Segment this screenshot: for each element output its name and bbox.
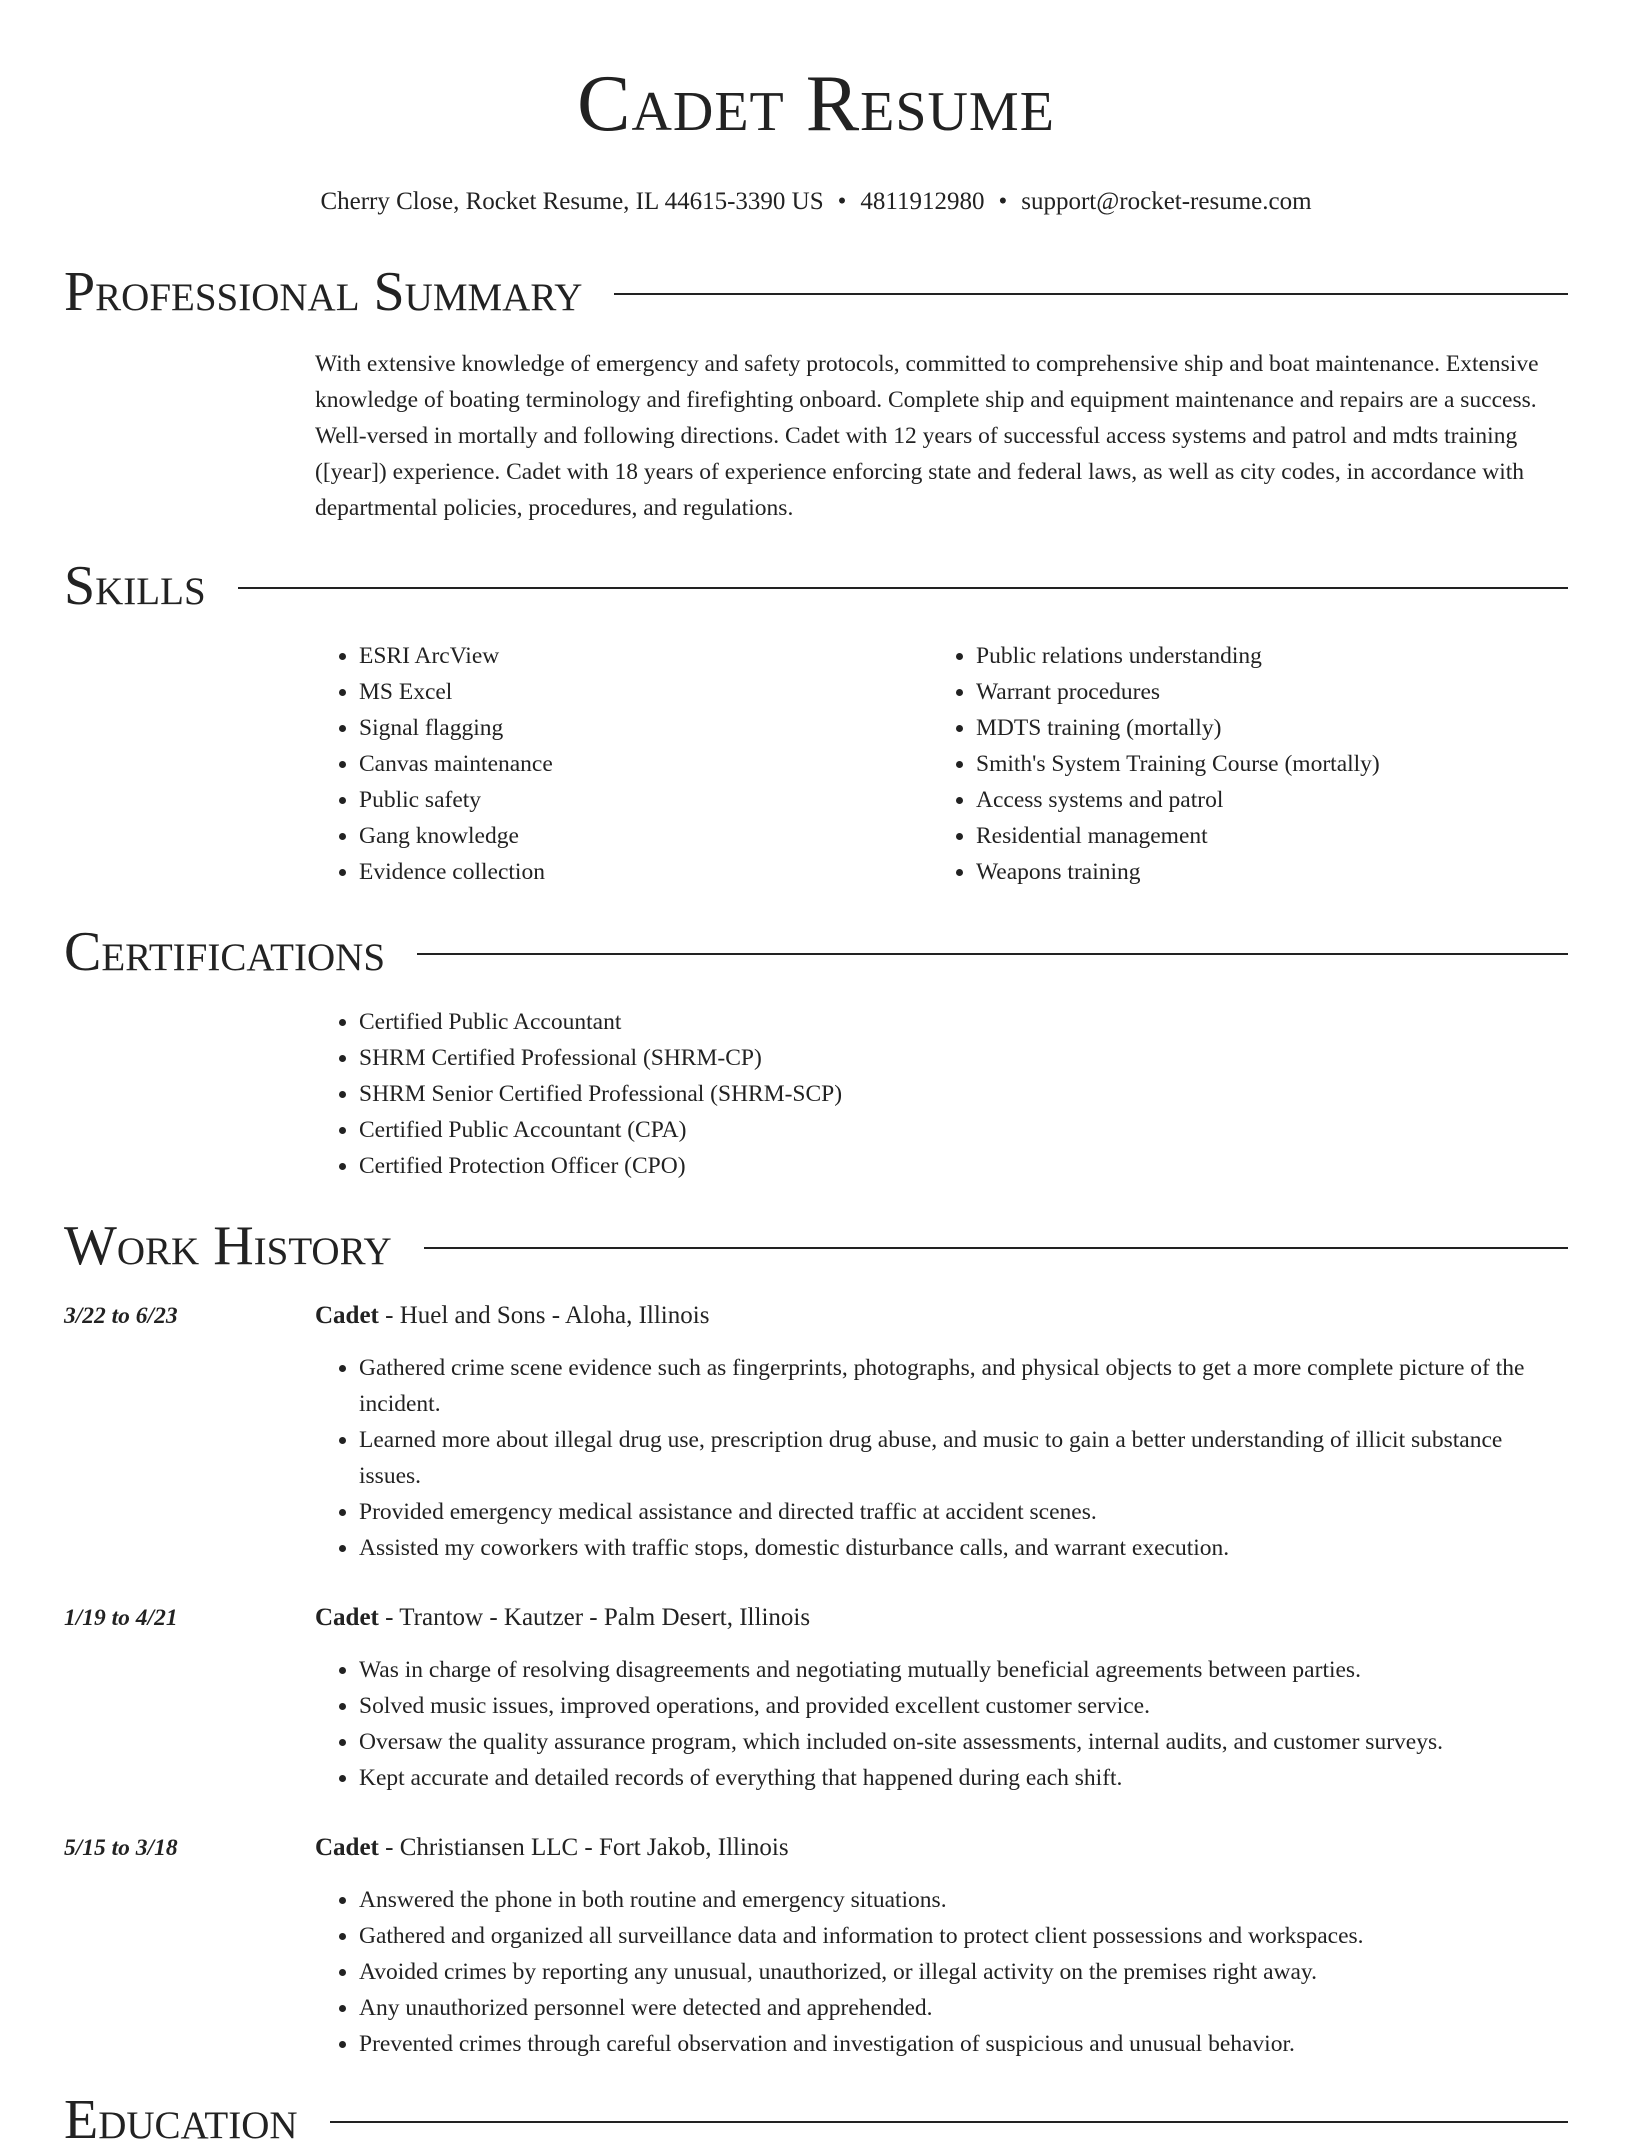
skill-item: • Signal flagging: [359, 710, 932, 746]
job-entry: [64, 1298, 1568, 1566]
resume-title: Cadet Resume: [577, 60, 1055, 148]
job-bullet: • Assisted my coworkers with traffic stops, domestic disturbance calls, and warrant execution.: [359, 1530, 1568, 1566]
education-section-title: Education: [64, 2089, 298, 2151]
job-bullet: • Oversaw the quality assurance program, which included on-site assessments, internal audits, and customer surveys.: [359, 1724, 1568, 1760]
job-bullet: • Learned more about illegal drug use, prescription drug abuse, and music to gain a better understanding of illicit substance issues.: [359, 1422, 1568, 1494]
job-dates: 1/19 to 4/21: [64, 1605, 178, 1631]
skills-column-left: [315, 638, 932, 890]
section-divider: [417, 953, 1568, 955]
job-employer: - Trantow - Kautzer - Palm Desert, Illinois: [378, 1604, 811, 1631]
job-entry: [64, 1600, 1568, 1796]
job-role: Cadet: [315, 1604, 379, 1631]
job-bullet: • Any unauthorized personnel were detected and apprehended.: [359, 1990, 1568, 2026]
job-bullet: • Solved music issues, improved operations, and provided excellent customer service.: [359, 1688, 1568, 1724]
contact-address: Cherry Close, Rocket Resume, IL 44615-3390 US: [320, 188, 824, 215]
job-employer: - Huel and Sons - Aloha, Illinois: [378, 1302, 710, 1329]
skill-item: • MDTS training (mortally): [976, 710, 1549, 746]
skills-section-title: Skills: [64, 555, 206, 617]
job-role: Cadet: [315, 1302, 379, 1329]
certifications-list: [315, 1004, 1568, 1184]
section-divider: [238, 587, 1568, 589]
work-section-header: [64, 1214, 1568, 1278]
skill-item: • Gang knowledge: [359, 818, 932, 854]
job-bullet: • Provided emergency medical assistance and directed traffic at accident scenes.: [359, 1494, 1568, 1530]
job-employer: - Christiansen LLC - Fort Jakob, Illinois: [378, 1834, 789, 1861]
section-divider: [424, 1247, 1568, 1249]
summary-section-header: [64, 260, 1568, 324]
skill-item: • Access systems and patrol: [976, 782, 1549, 818]
job-title-line: [315, 1600, 1568, 1636]
job-dates: 3/22 to 6/23: [64, 1303, 178, 1329]
job-bullet: • Gathered and organized all surveillance data and information to protect client possessions and workspaces.: [359, 1918, 1568, 1954]
job-dates: 5/15 to 3/18: [64, 1835, 178, 1861]
job-title-line: [315, 1298, 1568, 1334]
certification-item: • Certified Public Accountant (CPA): [359, 1112, 1568, 1148]
skill-item: • Evidence collection: [359, 854, 932, 890]
resume-page: [64, 0, 1568, 2152]
job-bullet: • Was in charge of resolving disagreements and negotiating mutually beneficial agreements between parties.: [359, 1652, 1568, 1688]
skills-column-right: [932, 638, 1549, 890]
contact-line: [64, 186, 1568, 218]
contact-separator: •: [837, 188, 847, 215]
job-bullet: • Kept accurate and detailed records of everything that happened during each shift.: [359, 1760, 1568, 1796]
skills-section-header: [64, 554, 1568, 618]
job-bullet: • Gathered crime scene evidence such as fingerprints, photographs, and physical objects to get a more complete picture of the incident.: [359, 1350, 1568, 1422]
skill-item: • Public safety: [359, 782, 932, 818]
summary-section-title: Professional Summary: [64, 261, 583, 323]
skill-item: • ESRI ArcView: [359, 638, 932, 674]
job-bullet: • Answered the phone in both routine and emergency situations.: [359, 1882, 1568, 1918]
job-title-line: [315, 1830, 1568, 1866]
skill-item: • Public relations understanding: [976, 638, 1549, 674]
certifications-section-title: Certifications: [64, 921, 386, 983]
job-body: [315, 1600, 1568, 1796]
section-divider: [614, 293, 1568, 295]
job-body: [315, 1830, 1568, 2062]
education-section-header: [64, 2088, 1568, 2152]
contact-email: support@rocket-resume.com: [1021, 188, 1312, 215]
skill-item: • Smith's System Training Course (mortally): [976, 746, 1549, 782]
skill-item: • Warrant procedures: [976, 674, 1549, 710]
skill-item: • Residential management: [976, 818, 1549, 854]
certification-item: • SHRM Senior Certified Professional (SHRM-SCP): [359, 1076, 1568, 1112]
job-role: Cadet: [315, 1834, 379, 1861]
work-section-title: Work History: [64, 1215, 392, 1277]
certifications-section-header: [64, 920, 1568, 984]
skill-item: • Weapons training: [976, 854, 1549, 890]
job-body: [315, 1298, 1568, 1566]
job-entry: [64, 1830, 1568, 2062]
skill-item: • MS Excel: [359, 674, 932, 710]
contact-separator: •: [998, 188, 1008, 215]
job-bullet: • Avoided crimes by reporting any unusual, unauthorized, or illegal activity on the premises right away.: [359, 1954, 1568, 1990]
skills-list: [315, 638, 1568, 890]
contact-phone: 4811912980: [860, 188, 985, 215]
summary-text: With extensive knowledge of emergency and safety protocols, committed to comprehensive ship and boat maintenance. Extensive knowledge of boating terminology and firefighting onboard. Complete ship and equipment maintenance and repairs are a success. Well-versed in mortally and following directions. Cadet with 12 years of successful access systems and patrol and mdts training ([year]) experience. Cadet with 18 years of experience enforcing state and federal laws, as well as city codes, in accordance with departmental policies, procedures, and regulations.: [315, 351, 1539, 521]
section-divider: [330, 2121, 1568, 2123]
certification-item: • Certified Protection Officer (CPO): [359, 1148, 1568, 1184]
job-bullet: • Prevented crimes through careful observation and investigation of suspicious and unusual behavior.: [359, 2026, 1568, 2062]
certification-item: • Certified Public Accountant: [359, 1004, 1568, 1040]
skill-item: • Canvas maintenance: [359, 746, 932, 782]
certification-item: • SHRM Certified Professional (SHRM-CP): [359, 1040, 1568, 1076]
